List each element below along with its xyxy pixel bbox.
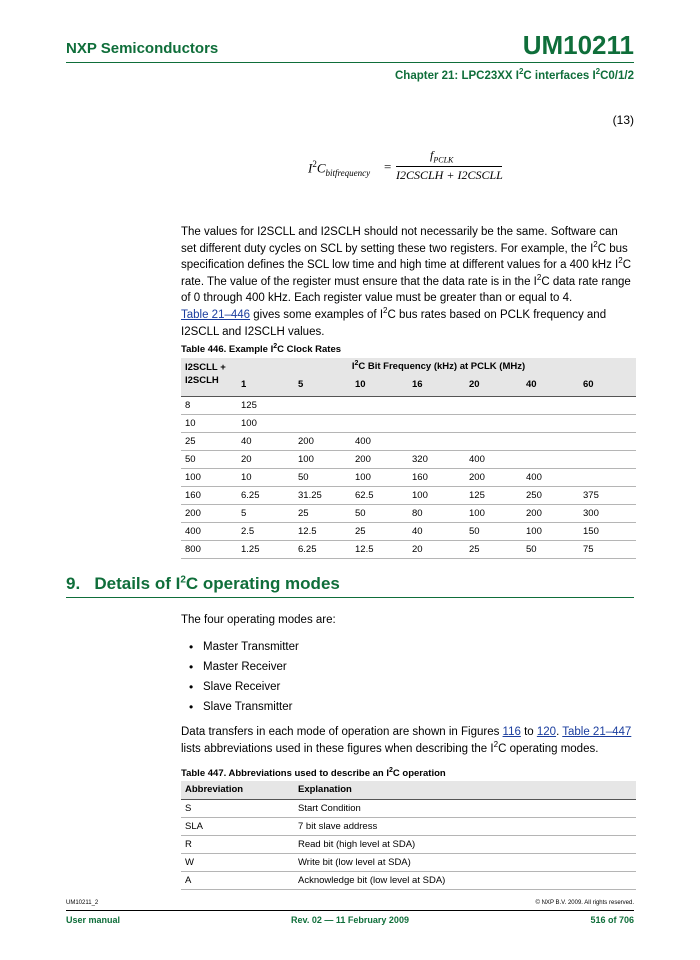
frequency-cell: 100 (298, 453, 314, 465)
footer-divider (66, 910, 634, 911)
frequency-cell: 50 (526, 543, 537, 555)
table-447-link[interactable]: Table 21–447 (562, 726, 632, 738)
frequency-cell: 200 (298, 435, 314, 447)
frequency-cell: 80 (412, 507, 423, 519)
frequency-cell (294, 414, 351, 432)
formula-lhs: $I^2C_{bitfrequency}$ (308, 159, 371, 178)
formula-denominator: I2CSCLH + I2CSCLL (396, 168, 503, 182)
frequency-cell: 300 (583, 507, 599, 519)
table-row (181, 414, 636, 432)
register-sum-cell: 200 (185, 507, 201, 519)
frequency-cell: 12.5 (298, 525, 317, 537)
table-row (181, 853, 636, 871)
pclk-column-header: 20 (469, 379, 480, 391)
frequency-cell: 400 (355, 435, 371, 447)
frequency-cell: 6.25 (241, 489, 260, 501)
frequency-cell: 50 (298, 471, 309, 483)
frequency-cell (522, 450, 579, 468)
frequency-cell (465, 432, 522, 450)
register-sum-cell: 160 (185, 489, 201, 501)
frequency-cell: 400 (526, 471, 542, 483)
frequency-cell (294, 396, 351, 414)
frequency-cell: 5 (241, 507, 247, 519)
frequency-cell (579, 414, 636, 432)
modes-intro: The four operating modes are: (181, 614, 336, 626)
company-name: NXP Semiconductors (66, 40, 219, 57)
frequency-cell: 1.25 (241, 543, 260, 555)
frequency-cell: 400 (469, 453, 485, 465)
document-id: UM10211 (522, 30, 634, 60)
clock-rates-table (181, 358, 636, 559)
frequency-cell: 200 (469, 471, 485, 483)
frequency-cell (579, 468, 636, 486)
frequency-cell: 320 (412, 453, 428, 465)
figure-120-link[interactable]: 120 (536, 726, 557, 738)
frequency-cell: 100 (526, 525, 542, 537)
explanation-cell: Write bit (low level at SDA) (298, 856, 411, 868)
footer-copyright: © NXP B.V. 2009. All rights reserved. (535, 900, 634, 906)
bullet-icon: • (189, 680, 194, 694)
list-item (189, 637, 299, 657)
table-446-link[interactable]: Table 21–446 (181, 308, 251, 321)
frequency-cell: 160 (412, 471, 428, 483)
register-sum-cell: 400 (185, 525, 201, 537)
frequency-cell (522, 414, 579, 432)
formula-equals: = (384, 159, 392, 174)
explanation-cell: Start Condition (298, 802, 361, 814)
bullet-icon: • (189, 640, 194, 654)
abbreviation-cell: W (185, 856, 194, 868)
equation-number: (13) (612, 113, 634, 127)
formula-numerator: $f_{PCLK}$ (430, 148, 454, 165)
mode-name: Slave Receiver (203, 681, 281, 693)
pclk-column-header: 16 (412, 379, 423, 391)
table-row (181, 468, 636, 486)
table-row (181, 432, 636, 450)
table-row (181, 450, 636, 468)
table-row (181, 540, 636, 558)
mode-name: Master Transmitter (203, 641, 299, 653)
table-row (181, 504, 636, 522)
frequency-cell (579, 432, 636, 450)
pclk-column-header: 40 (526, 379, 537, 391)
frequency-cell: 20 (412, 543, 423, 555)
frequency-cell: 75 (583, 543, 594, 555)
frequency-cell (522, 432, 579, 450)
frequency-cell: 200 (355, 453, 371, 465)
table-row (181, 835, 636, 853)
frequency-cell (408, 414, 465, 432)
pclk-column-header: 60 (583, 379, 594, 391)
frequency-cell: 25 (298, 507, 309, 519)
frequency-cell: 50 (355, 507, 366, 519)
explanation-cell: Acknowledge bit (low level at SDA) (298, 874, 446, 886)
register-sum-cell: 10 (185, 417, 196, 429)
bullet-icon: • (189, 700, 194, 714)
frequency-cell: 40 (241, 435, 252, 447)
pclk-column-header: 10 (355, 379, 366, 391)
frequency-cell: 125 (241, 399, 257, 411)
register-sum-cell: 100 (185, 471, 201, 483)
footer-doc-type: User manual (66, 915, 121, 925)
table-row (181, 817, 636, 835)
frequency-cell: 125 (469, 489, 485, 501)
frequency-cell: 2.5 (241, 525, 255, 537)
frequency-cell (579, 450, 636, 468)
frequency-cell: 20 (241, 453, 252, 465)
frequency-cell (351, 414, 408, 432)
abbreviation-cell: S (185, 802, 192, 814)
frequency-cell: 200 (526, 507, 542, 519)
table-row (181, 522, 636, 540)
table-row (181, 799, 636, 817)
frequency-cell (408, 432, 465, 450)
table-row (181, 486, 636, 504)
column-header: Explanation (298, 784, 352, 796)
register-sum-cell: 50 (185, 453, 196, 465)
frequency-cell: 31.25 (298, 489, 322, 501)
frequency-cell: 100 (412, 489, 428, 501)
frequency-cell: 100 (241, 417, 257, 429)
abbreviation-cell: SLA (185, 820, 203, 832)
frequency-cell: 150 (583, 525, 599, 537)
pclk-column-header: 1 (241, 379, 247, 391)
frequency-cell (579, 396, 636, 414)
table-446-caption: Table 446. Example $I^2C$ Clock Rates (181, 343, 342, 356)
frequency-cell: 12.5 (355, 543, 374, 555)
list-item (189, 697, 299, 717)
table-row (181, 871, 636, 889)
header-divider (66, 62, 634, 63)
frequency-cell: 250 (526, 489, 542, 501)
mode-name: Slave Transmitter (203, 701, 293, 713)
section-divider (66, 597, 634, 598)
explanation-cell: 7 bit slave address (298, 820, 378, 832)
frequency-cell: 6.25 (298, 543, 317, 555)
frequency-cell: 25 (355, 525, 366, 537)
frequency-cell: 40 (412, 525, 423, 537)
pclk-column-header: 5 (298, 379, 304, 391)
fraction-bar (396, 166, 502, 167)
section-heading: 9. Details of $I^2C$ operating modes (66, 574, 340, 593)
frequency-cell: 100 (355, 471, 371, 483)
mode-name: Master Receiver (203, 661, 287, 673)
column-header: Abbreviation (185, 784, 244, 796)
frequency-cell (408, 396, 465, 414)
frequency-cell (465, 396, 522, 414)
register-sum-cell: 800 (185, 543, 201, 555)
explanation-cell: Read bit (high level at SDA) (298, 838, 416, 850)
table-447-caption: Table 447. Abbreviations used to describe an $I^2C$ operation (181, 767, 446, 780)
frequency-cell: 50 (469, 525, 480, 537)
footer-revision: Rev. 02 — 11 February 2009 (291, 915, 409, 925)
frequency-cell: 62.5 (355, 489, 374, 501)
row-header-cell: I2SCLL + I2SCLH (185, 362, 226, 386)
table-row (181, 396, 636, 414)
intro-paragraph: The values for I2SCLL and I2SCLH should not necessarily be the same. Software can set different duty cycles on SCL by setting these two registers. For example, the $I^2C$ bus specification defines the SCL low time and high time at different values for a 400 kHz $I^2C$ rate. The value of the register must ensure that the data rate is in the $I^2C$ data rate range of 0 through 400 kHz. Each register value must be greater than or equal to 4. Table 21–446 gives some examples of $I^2C$ bus rates based on PCLK frequency and I2SCLL and I2SCLH values. (181, 226, 632, 338)
chapter-title: Chapter 21: LPC23XX $I^2C$ interfaces $I^2C0/1/2$ (394, 67, 634, 82)
list-item (189, 657, 299, 677)
footer-page-number: 516 of 706 (590, 915, 634, 925)
frequency-cell (522, 396, 579, 414)
abbreviation-cell: R (185, 838, 192, 850)
bullet-icon: • (189, 660, 194, 674)
figure-116-link[interactable]: 116 (502, 726, 521, 738)
abbreviations-table (181, 781, 636, 890)
frequency-cell: 25 (469, 543, 480, 555)
frequency-cell: 10 (241, 471, 252, 483)
frequency-cell (465, 414, 522, 432)
transfers-paragraph: Data transfers in each mode of operation are shown in Figures 116 to 120. Table 21–447 lists abbreviations used in these figures when describing the $I^2C$ operating modes. (181, 726, 632, 755)
register-sum-cell: 8 (185, 399, 191, 411)
list-item (189, 677, 299, 697)
register-sum-cell: 25 (185, 435, 196, 447)
modes-list (189, 637, 299, 717)
frequency-group-header: $I^2C$ Bit Frequency (kHz) at PCLK (MHz) (351, 359, 526, 373)
frequency-cell: 100 (469, 507, 485, 519)
abbreviation-cell: A (185, 874, 192, 886)
footer-doc-ref: UM10211_2 (66, 900, 99, 906)
frequency-cell: 375 (583, 489, 599, 501)
frequency-cell (351, 396, 408, 414)
